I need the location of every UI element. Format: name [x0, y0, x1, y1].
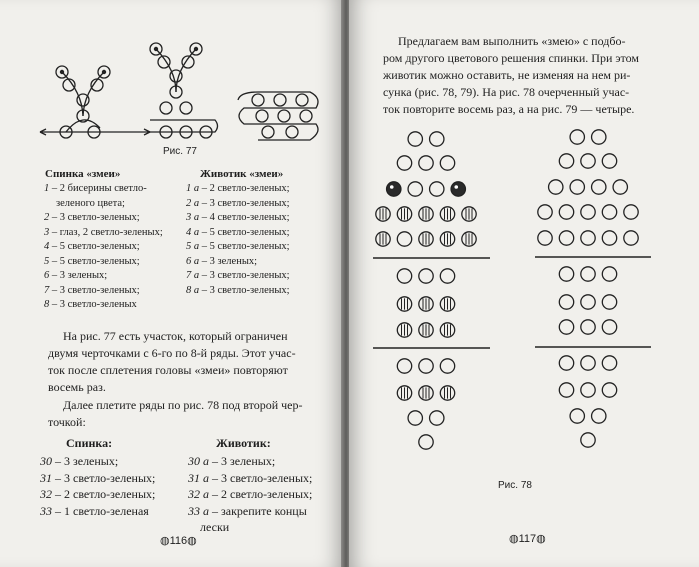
- row-number: 30: [40, 454, 52, 468]
- striped-bead-icon: [462, 207, 476, 221]
- bead-icon: [440, 269, 454, 283]
- list-row: [40, 470, 155, 487]
- bead-icon: [397, 269, 411, 283]
- paragraph-1-line-2: двумя черточками с 6-го по 8-й ряды. Этот учас-: [48, 346, 296, 360]
- row-number: 4: [44, 241, 50, 252]
- row-text: – 4 светло-зеленых;: [199, 212, 290, 223]
- bead-icon: [559, 320, 573, 334]
- paragraph-2-line-1: Далее плетите ряды по рис. 78 под второй чер-: [63, 398, 303, 412]
- striped-bead-icon: [397, 207, 411, 221]
- intro-line-4: сунка (рис. 78, 79). На рис. 78 очерченный учас-: [383, 85, 630, 99]
- bead-icon: [624, 205, 638, 219]
- row-text: – 5 светло-зеленых;: [49, 255, 140, 267]
- figure-78-caption: Рис. 78: [498, 480, 532, 491]
- row-number: 6: [44, 270, 50, 281]
- table1-col1-list: [44, 182, 163, 313]
- bead-icon: [440, 156, 454, 170]
- bead-icon: [538, 205, 552, 219]
- row-number: 31: [40, 470, 52, 485]
- bead-icon: [581, 267, 595, 281]
- bead-icon: [581, 433, 595, 447]
- row-text: – 1 светло-зеленая: [52, 503, 149, 518]
- bead-icon: [430, 132, 444, 146]
- row-number: 7 а: [186, 270, 200, 281]
- bead-icon: [419, 435, 433, 449]
- bead-icon: [602, 205, 616, 219]
- intro-line-5: ток повторите восемь раз, а на рис. 79 — четыре.: [383, 102, 635, 116]
- list-row: [44, 255, 163, 270]
- bead-icon: [602, 356, 616, 370]
- left-page: [0, 0, 343, 567]
- bead-icon: [397, 359, 411, 373]
- list-row: [186, 284, 290, 299]
- bead-icon: [408, 182, 422, 196]
- row-text: – 3 светло-зеленых;: [199, 270, 290, 281]
- list-row: [44, 240, 163, 255]
- bead-icon: [440, 359, 454, 373]
- bead-icon: [624, 231, 638, 245]
- row-number: 31 а: [188, 470, 209, 485]
- list-row: [40, 486, 155, 503]
- bead-icon: [559, 267, 573, 281]
- bead-icon: [592, 409, 606, 423]
- bead-icon: [397, 232, 411, 246]
- striped-bead-icon: [376, 232, 390, 246]
- bead-icon: [408, 132, 422, 146]
- figure-77-diagram: [0, 0, 343, 150]
- list-row: [40, 503, 155, 520]
- row-text: – закрепите концы: [209, 503, 307, 518]
- row-text: – 3 зеленых;: [52, 454, 119, 468]
- row-text: – 3 светло-зеленых;: [49, 212, 140, 223]
- striped-bead-icon: [376, 207, 390, 221]
- bead-icon: [613, 180, 627, 194]
- bead-icon: [408, 411, 422, 425]
- list-row: [188, 453, 312, 470]
- striped-bead-icon: [419, 386, 433, 400]
- row-text: – 3 светло-зеленых;: [209, 470, 313, 485]
- paragraph-1-line-1: На рис. 77 есть участок, который ограничен: [63, 329, 288, 343]
- table1-col2-list: [186, 182, 290, 298]
- table2-col1-title: Спинка:: [66, 436, 113, 450]
- row-text: – 5 светло-зеленых;: [199, 241, 290, 252]
- row-text: – 3 зеленых;: [209, 454, 276, 468]
- row-text: – 3 светло-зеленых;: [52, 470, 156, 485]
- page-ornament-right-icon: ◍: [187, 535, 197, 547]
- table1-col1-title: Спинка «змеи»: [45, 168, 121, 180]
- row-text: – 3 светло-зеленых;: [199, 197, 290, 209]
- row-number: 3 а: [186, 212, 200, 223]
- row-text: – 5 светло-зеленых;: [199, 226, 290, 238]
- row-number: 5: [44, 255, 50, 267]
- bead-icon: [602, 383, 616, 397]
- row-number: 2 а: [186, 197, 200, 209]
- bead-icon: [581, 154, 595, 168]
- bead-icon: [570, 180, 584, 194]
- page-ornament-right-icon: ◍: [536, 533, 546, 545]
- bead-icon: [419, 359, 433, 373]
- row-number: 32 а: [188, 487, 209, 501]
- striped-bead-icon: [440, 297, 454, 311]
- bead-icon: [430, 182, 444, 196]
- bead-icon: [549, 180, 563, 194]
- bead-icon: [559, 356, 573, 370]
- row-number: 2: [44, 212, 50, 223]
- bead-icon: [602, 295, 616, 309]
- eye-bead-icon: [387, 182, 401, 196]
- bead-icon: [581, 383, 595, 397]
- striped-bead-icon: [440, 386, 454, 400]
- striped-bead-icon: [397, 297, 411, 311]
- list-row: [186, 269, 290, 284]
- list-row: [44, 182, 163, 197]
- intro-line-1: Предлагаем вам выполнить «змею» с подбо-: [398, 34, 626, 48]
- list-row: [44, 298, 163, 313]
- bead-icon: [581, 356, 595, 370]
- paragraph-1-line-4: восемь раз.: [48, 380, 106, 394]
- row-text: – 5 светло-зеленых;: [49, 241, 140, 252]
- striped-bead-icon: [397, 323, 411, 337]
- row-text: – 2 светло-зеленых;: [199, 183, 290, 194]
- eye-bead-icon: [451, 182, 465, 196]
- bead-icon: [592, 180, 606, 194]
- page-number-right: [509, 532, 546, 545]
- row-text: – 2 бисерины светло-: [49, 183, 147, 194]
- bead-icon: [602, 154, 616, 168]
- bead-icon: [397, 156, 411, 170]
- row-number: 33 а: [188, 503, 209, 518]
- page-number-left: [160, 534, 197, 547]
- row-text: – 3 светло-зеленых;: [49, 284, 140, 296]
- bead-icon: [602, 320, 616, 334]
- page-ornament-left-icon: ◍: [509, 533, 519, 545]
- bead-icon: [602, 267, 616, 281]
- row-number: 4 а: [186, 226, 200, 238]
- list-row: [188, 503, 312, 520]
- table2-col2-title: Животик:: [216, 436, 271, 450]
- row-number: 5 а: [186, 241, 200, 252]
- bead-icon: [581, 295, 595, 309]
- figure-77-caption: Рис. 77: [163, 146, 197, 157]
- striped-bead-icon: [419, 323, 433, 337]
- list-row: [186, 182, 290, 197]
- intro-line-3: животик можно оставить, не изменяя на нем ри-: [383, 68, 631, 82]
- list-row: [186, 211, 290, 226]
- list-row: [40, 453, 155, 470]
- row-text: – 2 светло-зеленых;: [52, 487, 156, 501]
- page-ornament-left-icon: ◍: [160, 535, 170, 547]
- striped-bead-icon: [440, 323, 454, 337]
- bead-icon: [581, 231, 595, 245]
- bead-icon: [592, 130, 606, 144]
- list-row: [44, 269, 163, 284]
- list-row: [44, 284, 163, 299]
- row-text: – 2 светло-зеленых;: [209, 487, 313, 501]
- figure-78-bead-grid: [349, 0, 699, 460]
- list-row: [186, 226, 290, 241]
- striped-bead-icon: [419, 297, 433, 311]
- bead-icon: [419, 156, 433, 170]
- list-row: [188, 486, 312, 503]
- bead-icon: [581, 205, 595, 219]
- list-row: [188, 519, 312, 536]
- row-number: 8: [44, 299, 50, 310]
- striped-bead-icon: [397, 386, 411, 400]
- page-number-117: 117: [518, 533, 537, 545]
- list-row: [186, 255, 290, 270]
- paragraph-2-line-2: точкой:: [48, 415, 86, 429]
- striped-bead-icon: [419, 207, 433, 221]
- row-number: 3: [44, 226, 50, 238]
- intro-line-2: ром другого цветового решения спинки. При этом: [383, 51, 639, 65]
- table2-col2-list: [188, 453, 312, 536]
- list-row: [186, 197, 290, 212]
- striped-bead-icon: [419, 232, 433, 246]
- bead-icon: [559, 231, 573, 245]
- list-row: [186, 240, 290, 255]
- row-text: – 3 светло-зеленых;: [199, 284, 290, 296]
- row-number: 6 а: [186, 255, 200, 267]
- page-number-116: 116: [169, 535, 188, 547]
- row-text: зеленого цвета;: [56, 197, 125, 209]
- bead-icon: [559, 154, 573, 168]
- bead-icon: [559, 205, 573, 219]
- bead-icon: [559, 295, 573, 309]
- striped-bead-icon: [462, 232, 476, 246]
- row-number: 30 а: [188, 454, 209, 468]
- row-number: 33: [40, 503, 52, 518]
- row-text: – 3 зеленых;: [199, 255, 258, 267]
- row-text: – глаз, 2 светло-зеленых;: [49, 226, 163, 238]
- row-number: 1 а: [186, 183, 200, 194]
- bead-icon: [559, 383, 573, 397]
- list-row: [44, 197, 163, 212]
- row-text: – 3 светло-зеленых: [49, 299, 137, 310]
- bead-icon: [419, 269, 433, 283]
- striped-bead-icon: [440, 232, 454, 246]
- row-number: 32: [40, 487, 52, 501]
- table1-col2-title: Животик «змеи»: [200, 168, 284, 180]
- row-text: – 3 зеленых;: [49, 270, 108, 281]
- bead-icon: [570, 409, 584, 423]
- right-page: [349, 0, 699, 567]
- paragraph-1-line-3: ток после сплетения головы «змеи» повторяют: [48, 363, 288, 377]
- row-number: 8 а: [186, 284, 200, 296]
- list-row: [44, 211, 163, 226]
- table2-col1-list: [40, 453, 155, 519]
- bead-icon: [581, 320, 595, 334]
- row-number: 7: [44, 284, 50, 296]
- bead-icon: [430, 411, 444, 425]
- row-number: 1: [44, 183, 50, 194]
- striped-bead-icon: [440, 207, 454, 221]
- list-row: [44, 226, 163, 241]
- bead-icon: [602, 231, 616, 245]
- bead-icon: [570, 130, 584, 144]
- list-row: [188, 470, 312, 487]
- row-text: лески: [200, 520, 230, 534]
- bead-icon: [538, 231, 552, 245]
